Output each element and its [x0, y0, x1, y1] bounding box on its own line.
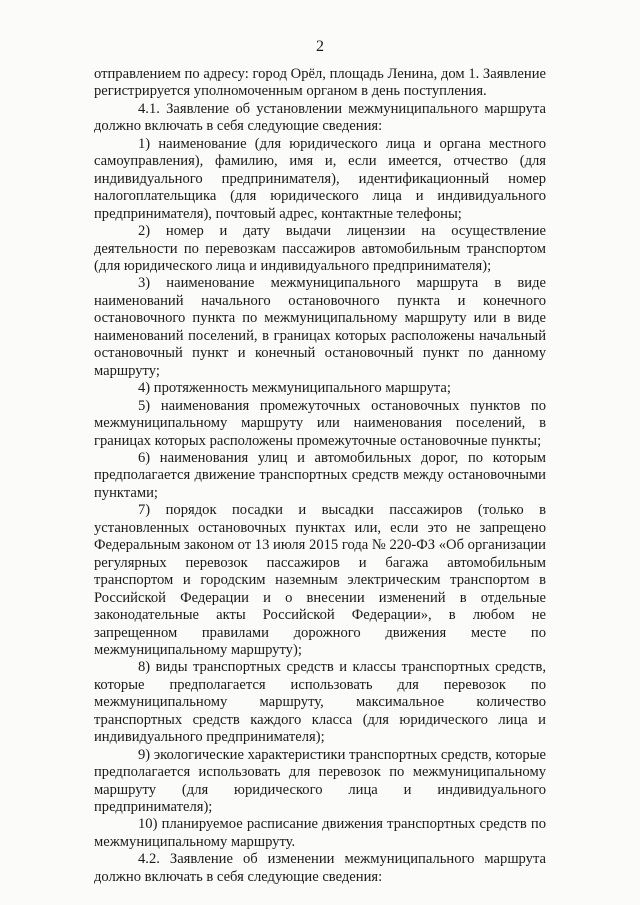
paragraph-item-9: 9) экологические характеристики транспортных средств, которые предполагается использовать для перевозок по межмуниципальному маршруту (для юридического лица и индивидуального предпринимателя); — [94, 746, 546, 816]
document-body — [94, 66, 546, 886]
paragraph-item-8: 8) виды транспортных средств и классы транспортных средств, которые предполагается использовать для перевозок по межмуниципальному маршруту, максимальное количество транспортных средств каждого класса (для юридического лица и индивидуального предпринимателя); — [94, 659, 546, 746]
paragraph-item-2: 2) номер и дату выдачи лицензии на осуществление деятельности по перевозкам пассажиров автомобильным транспортом (для юридического лица и индивидуального предпринимателя); — [94, 223, 546, 274]
paragraph-section-4-2: 4.2. Заявление об изменении межмуниципального маршрута должно включать в себя следующие сведения: — [94, 851, 546, 885]
paragraph-item-4: 4) протяженность межмуниципального маршрута; — [138, 380, 451, 397]
paragraph-item-7: 7) порядок посадки и высадки пассажиров (только в установленных остановочных пунктах или, если это не запрещено Федеральным законом от 13 июля 2015 года № 220-ФЗ «Об организации регулярных перевозок пассажиров и багажа автомобильным транспортом и городским наземным электрическим транспортом в Российской Федерации и о внесении изменений в отдельные законодательные акты Российской Федерации», в любом не запрещенном правилами дорожного движения месте по межмуниципальному маршруту); — [94, 502, 546, 658]
paragraph-item-5: 5) наименования промежуточных остановочных пунктов по межмуниципальному маршруту или наименования поселений, в границах которых расположены промежуточные остановочные пункты; — [94, 397, 546, 449]
paragraph-section-4-1: 4.1. Заявление об установлении межмуниципального маршрута должно включать в себя следующие сведения: — [94, 100, 546, 135]
page-number: 2 — [316, 38, 324, 55]
paragraph-item-3: 3) наименование межмуниципального маршрута в виде наименований начального остановочного пункта и конечного остановочного пункта по межмуниципальному маршруту или в виде наименований поселений, в границах которых расположены начальный остановочный пункт и конечный остановочный пункт по данному маршруту; — [94, 275, 546, 379]
paragraph-item-6: 6) наименования улиц и автомобильных дорог, по которым предполагается движение транспортных средств между остановочными пунктами; — [94, 449, 546, 501]
paragraph-item-1: 1) наименование (для юридического лица и органа местного самоуправления), фамилию, имя и, если имеется, отчество (для индивидуального предпринимателя), идентификационный номер налогоплательщика (для юридического лица и индивидуального предпринимателя), почтовый адрес, контактные телефоны; — [94, 135, 546, 222]
paragraph-continuation: отправлением по адресу: город Орёл, площадь Ленина, дом 1. Заявление регистрируется уполномоченным органом в день поступления. — [94, 66, 546, 100]
paragraph-item-10: 10) планируемое расписание движения транспортных средств по межмуниципальному маршруту. — [94, 816, 546, 850]
